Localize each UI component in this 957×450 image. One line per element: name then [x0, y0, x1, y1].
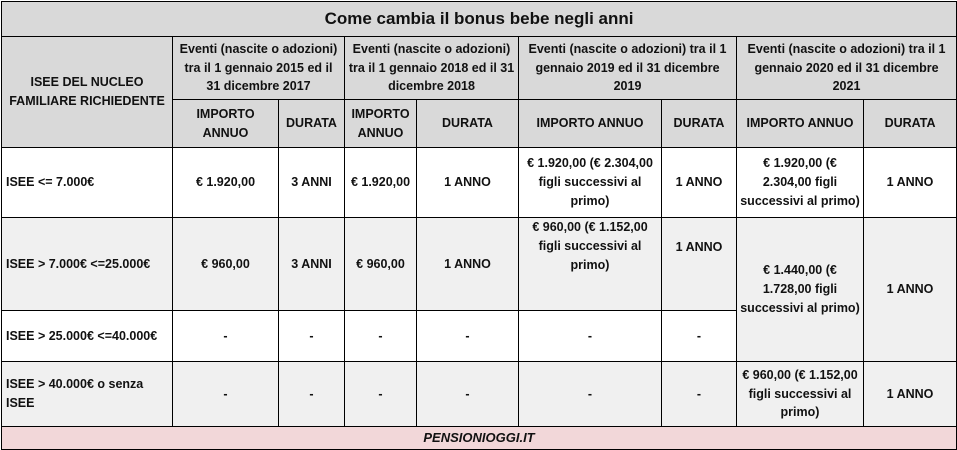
amount-cell: - [519, 362, 662, 427]
duration-cell: - [662, 311, 737, 362]
duration-cell: 1 ANNO [662, 218, 737, 311]
bonus-bebe-table [1, 1, 957, 450]
duration-header: DURATA [417, 100, 519, 148]
period-header-2015-2017: Eventi (nascite o adozioni) tra il 1 gennaio 2015 ed il 31 dicembre 2017 [173, 37, 345, 100]
amount-cell: - [345, 362, 417, 427]
table-row [2, 218, 957, 311]
amount-cell: - [519, 311, 662, 362]
amount-cell: € 1.920,00 (€ 2.304,00 figli successivi al primo) [519, 148, 662, 218]
duration-header: DURATA [662, 100, 737, 148]
duration-cell-merged: 1 ANNO [864, 218, 957, 362]
period-header-2018: Eventi (nascite o adozioni) tra il 1 gennaio 2018 ed il 31 dicembre 2018 [345, 37, 519, 100]
amount-cell: € 960,00 [345, 218, 417, 311]
amount-cell: - [173, 362, 279, 427]
duration-cell: 1 ANNO [662, 148, 737, 218]
amount-cell: - [173, 311, 279, 362]
table-title: Come cambia il bonus bebe negli anni [2, 2, 957, 37]
row-label: ISEE > 25.000€ <=40.000€ [2, 311, 173, 362]
amount-cell: € 960,00 (€ 1.152,00 figli successivi al primo) [737, 362, 864, 427]
duration-header: DURATA [279, 100, 345, 148]
duration-cell: - [417, 311, 519, 362]
duration-cell: - [662, 362, 737, 427]
row-label: ISEE > 7.000€ <=25.000€ [2, 218, 173, 311]
source-footer: PENSIONIOGGI.IT [2, 427, 957, 450]
amount-header: IMPORTO ANNUO [519, 100, 662, 148]
table-row [2, 362, 957, 427]
duration-cell: 3 ANNI [279, 218, 345, 311]
amount-header: IMPORTO ANNUO [737, 100, 864, 148]
amount-cell: € 960,00 [173, 218, 279, 311]
isee-column-header: ISEE DEL NUCLEO FAMILIARE RICHIEDENTE [2, 37, 173, 148]
duration-cell: 1 ANNO [417, 148, 519, 218]
period-header-2019: Eventi (nascite o adozioni) tra il 1 gennaio 2019 ed il 31 dicembre 2019 [519, 37, 737, 100]
duration-cell: 1 ANNO [864, 148, 957, 218]
amount-cell: - [345, 311, 417, 362]
period-header-2020-2021: Eventi (nascite o adozioni) tra il 1 gennaio 2020 ed il 31 dicembre 2021 [737, 37, 957, 100]
amount-cell: € 1.920,00 [173, 148, 279, 218]
duration-cell: - [279, 311, 345, 362]
amount-cell: € 1.920,00 (€ 2.304,00 figli successivi al primo) [737, 148, 864, 218]
amount-header: IMPORTO ANNUO [345, 100, 417, 148]
row-label: ISEE > 40.000€ o senza ISEE [2, 362, 173, 427]
duration-cell: 1 ANNO [864, 362, 957, 427]
amount-cell: € 1.920,00 [345, 148, 417, 218]
duration-cell: - [279, 362, 345, 427]
duration-cell: 1 ANNO [417, 218, 519, 311]
row-label: ISEE <= 7.000€ [2, 148, 173, 218]
amount-header: IMPORTO ANNUO [173, 100, 279, 148]
duration-cell: 3 ANNI [279, 148, 345, 218]
duration-header: DURATA [864, 100, 957, 148]
amount-cell: € 960,00 (€ 1.152,00 figli successivi al primo) [519, 218, 662, 311]
duration-cell: - [417, 362, 519, 427]
table-row [2, 148, 957, 218]
amount-cell-merged: € 1.440,00 (€ 1.728,00 figli successivi al primo) [737, 218, 864, 362]
